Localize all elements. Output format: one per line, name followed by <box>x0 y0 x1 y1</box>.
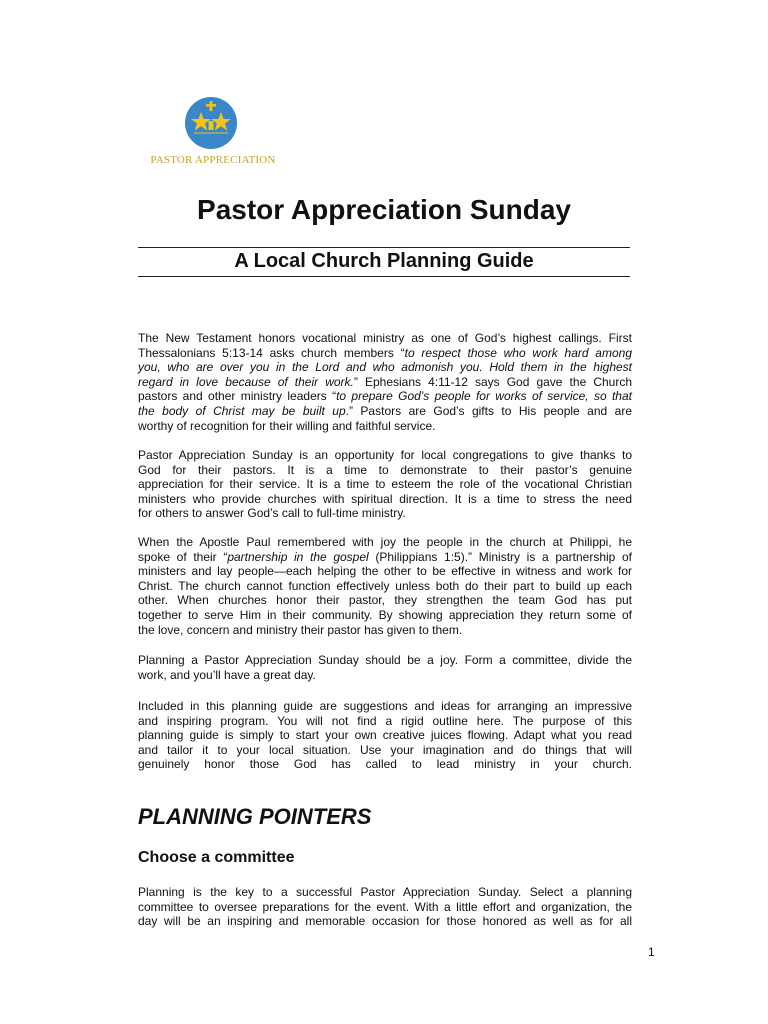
text-line: planning guide is simply to start your own creative juices flowing. Adapt what you read <box>138 728 632 743</box>
document-subtitle: A Local Church Planning Guide <box>234 250 534 272</box>
text-line: other. When churches honor their pastor, they strengthen the team God has put <box>138 593 632 608</box>
partnership-paragraph <box>138 535 632 637</box>
title-rule-top <box>138 247 630 248</box>
text-line: Planning is the key to a successful Pastor Appreciation Sunday. Select a planning <box>138 885 632 899</box>
text-line: Planning a Pastor Appreciation Sunday should be a joy. Form a committee, divide the <box>138 653 632 667</box>
text-line: genuinely honor those God has called to lead ministry in your church. <box>138 757 632 772</box>
text-line: regard in love because of their work.” Ephesians 4:11-12 says God gave the Church <box>138 374 632 389</box>
text-line: spoke of their “partnership in the gospel (Philippians 1:5).” Ministry is a partnership of <box>138 549 633 564</box>
text-line: ministers who provide churches with spiritual direction. It is a time to stress the need <box>138 491 632 506</box>
document-title: Pastor Appreciation Sunday <box>197 194 571 225</box>
page-number: 1 <box>648 945 655 959</box>
text-line: appreciation for their service. It is a time to esteem the role of the vocational Christian <box>138 477 632 492</box>
text-line: work, and you’ll have a great day. <box>138 667 316 682</box>
text-line: committee to oversee preparations for the event. With a little effort and organization, the <box>138 899 632 914</box>
text-line: pastors and other ministry leaders “to prepare God’s people for works of service, so that <box>138 389 632 404</box>
logo-emblem-icon <box>184 96 238 150</box>
text-line: for others to answer God’s call to full-time ministry. <box>138 506 406 521</box>
purpose-paragraph <box>138 448 632 521</box>
pastor-appreciation-logo <box>138 96 288 172</box>
subsection-heading: Choose a committee <box>138 849 295 866</box>
text-line: the body of Christ may be built up.” Pastors are God’s gifts to His people and are <box>138 403 632 418</box>
text-line: Pastor Appreciation Sunday is an opportunity for local congregations to give thanks to <box>138 448 632 462</box>
text-line: the love, concern and ministry their pastor has given to them. <box>138 622 463 637</box>
joy-paragraph <box>138 653 632 682</box>
text-line: and inspiring program. You will not find a rigid outline here. The purpose of this <box>138 713 632 728</box>
text-line: God for their pastors. It is a time to demonstrate to their pastor’s genuine <box>138 462 632 477</box>
text-line: and tailor it to your local situation. Use your imagination and do things that will <box>138 742 632 757</box>
text-line: Thessalonians 5:13-14 asks church members “to respect those who work hard among <box>138 345 633 360</box>
text-line: When the Apostle Paul remembered with joy the people in the church at Philippi, he <box>138 535 632 549</box>
text-line: The New Testament honors vocational ministry as one of God’s highest callings. First <box>138 331 632 345</box>
title-rule-bottom <box>138 276 630 277</box>
text-line: together to serve Him in their community. By showing appreciation they return some of <box>138 607 632 622</box>
logo-wordmark: PASTOR APPRECIATION <box>150 154 276 166</box>
text-line: you, who are over you in the Lord and who admonish you. Hold them in the highest <box>138 360 632 375</box>
text-line: worthy of recognition for their willing and faithful service. <box>138 418 436 433</box>
text-line: Included in this planning guide are suggestions and ideas for arranging an impressive <box>138 699 632 713</box>
committee-paragraph <box>138 885 632 929</box>
intro-paragraph <box>138 331 632 433</box>
text-line: Christ. The church cannot function effectively unless both do their part to build up each <box>138 578 632 593</box>
text-line: ministers and lay people—each helping the other to be effective in witness and work for <box>138 564 632 579</box>
text-line: day will be an inspiring and memorable occasion for those honored as well as for all <box>138 914 632 929</box>
guide-paragraph <box>138 699 632 772</box>
section-heading: PLANNING POINTERS <box>138 804 372 829</box>
